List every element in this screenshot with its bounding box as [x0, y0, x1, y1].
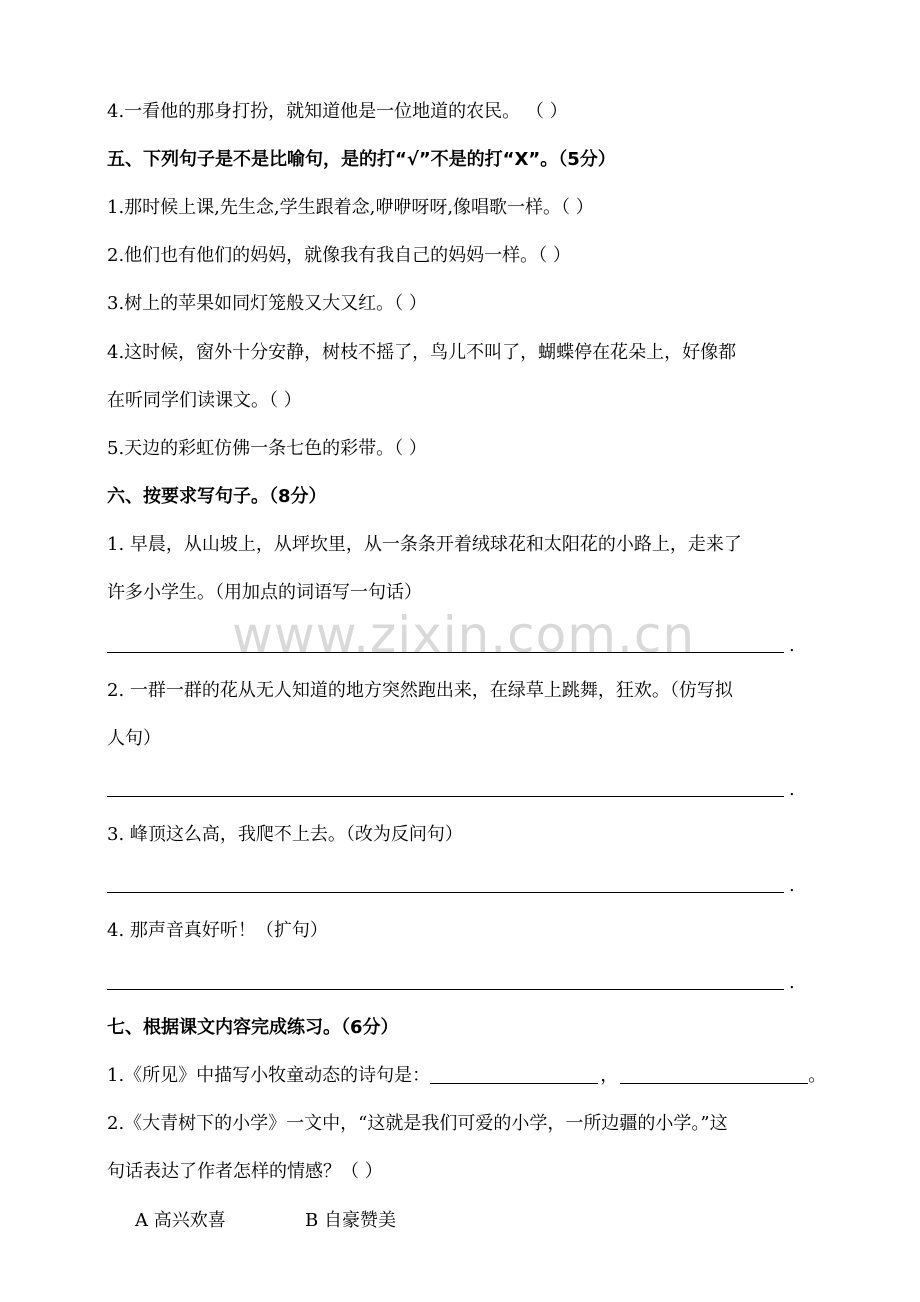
- section-5-item-4-line-2: 在听同学们读课文。（ ）: [107, 390, 302, 411]
- section-6-q3: 3. 峰顶这么高，我爬不上去。（改为反问句）: [107, 824, 463, 845]
- answer-line-4[interactable]: [107, 989, 784, 990]
- section-5-heading: 五、下列句子是不是比喻句，是的打“√”不是的打“X”。（5分）: [107, 149, 616, 170]
- section-6-heading: 六、按要求写句子。（8分）: [107, 486, 327, 507]
- section-6-q1-line-1: 1. 早晨，从山坡上，从坪坎里，从一条条开着绒球花和太阳花的小路上，走来了: [107, 534, 742, 555]
- section-5-item-3: 3.树上的苹果如同灯笼般又大又红。（ ）: [107, 293, 427, 314]
- answer-line-3-period: .: [789, 875, 795, 896]
- blank-2[interactable]: [620, 1065, 808, 1084]
- watermark: www.zixin.com.cn: [232, 606, 696, 664]
- blank-1[interactable]: [430, 1065, 598, 1084]
- answer-line-1-period: .: [789, 635, 795, 656]
- section-5-item-5: 5.天边的彩虹仿佛一条七色的彩带。（ ）: [107, 438, 427, 459]
- section-5-item-4-line-1: 4.这时候，窗外十分安静，树枝不摇了，鸟儿不叫了，蝴蝶停在花朵上，好像都: [107, 342, 737, 363]
- section-7-heading: 七、根据课文内容完成练习。（6分）: [107, 1017, 399, 1038]
- answer-line-3[interactable]: [107, 892, 784, 893]
- section-7-q1-comma: ，: [600, 1065, 619, 1086]
- answer-line-1[interactable]: [107, 652, 784, 653]
- section-6-q4: 4. 那声音真好听！（扩句）: [107, 920, 328, 941]
- question-4-text: 4.一看他的那身打扮，就知道他是一位地道的农民。 （ ）: [107, 101, 568, 122]
- section-7-q2-line-1: 2.《大青树下的小学》一文中，“这就是我们可爱的小学，一所边疆的小学。”这: [107, 1113, 728, 1134]
- section-7-q2-line-2: 句话表达了作者怎样的情感？（ ）: [107, 1161, 383, 1182]
- section-7-q1: [107, 1064, 826, 1088]
- answer-line-2[interactable]: [107, 796, 784, 797]
- section-5-item-2: 2.他们也有他们的妈妈，就像我有我自己的妈妈一样。（ ）: [107, 245, 571, 266]
- section-5-item-1: 1.那时候上课,先生念,学生跟着念,咿咿呀呀,像唱歌一样。（ ）: [107, 197, 594, 218]
- section-7-q1-prefix: 1.《所见》中描写小牧童动态的诗句是：: [107, 1065, 431, 1086]
- option-a[interactable]: A 高兴欢喜: [135, 1210, 226, 1231]
- section-7-q1-end: 。: [808, 1065, 827, 1086]
- option-b[interactable]: B 自豪赞美: [305, 1210, 396, 1231]
- answer-line-2-period: .: [789, 779, 795, 800]
- section-6-q2-line-1: 2. 一群一群的花从无人知道的地方突然跑出来，在绿草上跳舞，狂欢。（仿写拟: [107, 680, 733, 701]
- section-6-q2-line-2: 人句）: [107, 728, 161, 749]
- answer-line-4-period: .: [789, 972, 795, 993]
- section-6-q1-line-2: 许多小学生。（用加点的词语写一句话）: [107, 582, 422, 603]
